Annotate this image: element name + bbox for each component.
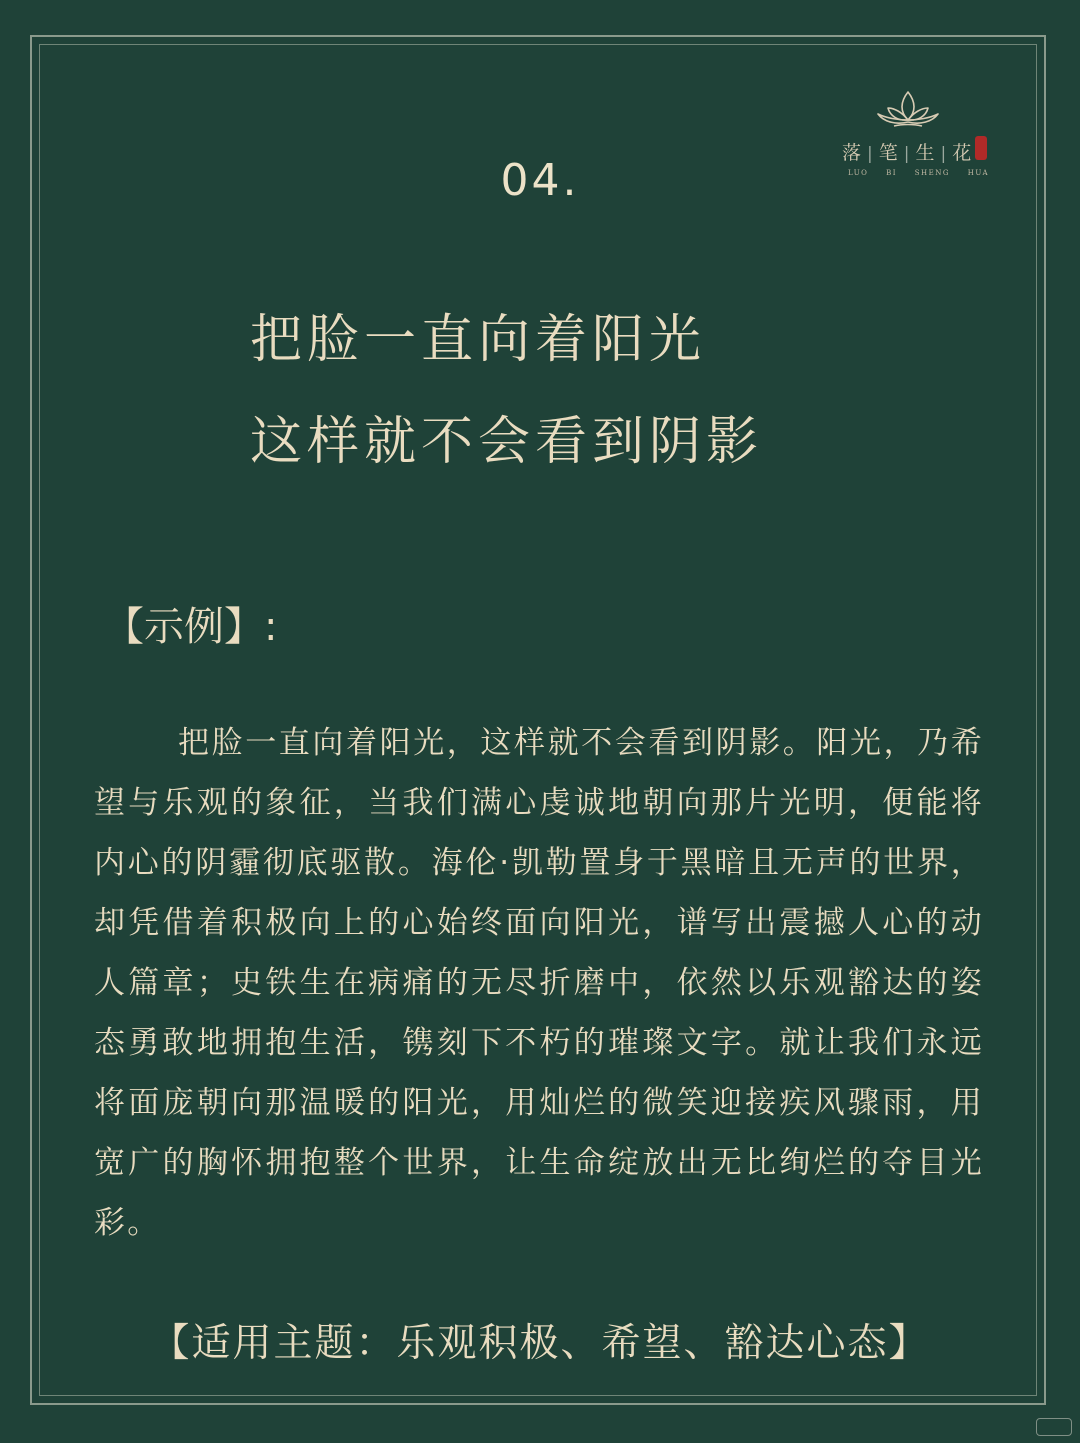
lotus-icon <box>874 88 942 130</box>
headline-line-1: 把脸一直向着阳光 <box>250 310 707 370</box>
logo-char-3: 生 <box>915 142 936 164</box>
headline-line-2: 这样就不会看到阴影 <box>250 412 764 472</box>
example-label: 【示例】: <box>104 604 278 650</box>
example-body-text: 把脸一直向着阳光，这样就不会看到阴影。阳光，乃希望与乐观的象征，当我们满心虔诚地朝向那片光明，便能将内心的阴霾彻底驱散。海伦·凯勒置身于黑暗且无声的世界，却凭借着积极向上的心始终面向阳光，谱写出震撼人心的动人篇章；史铁生在病痛的无尽折磨中，依然以乐观豁达的姿态勇敢地拥抱生活，镌刻下不朽的璀璨文字。就让我们永远将面庞朝向那温暖的阳光，用灿烂的微笑迎接疾风骤雨，用宽广的胸怀拥抱整个世界，让生命绽放出无比绚烂的夺目光彩。 <box>94 725 984 1241</box>
watermark-badge <box>1036 1418 1072 1436</box>
logo-char-2: 笔 <box>878 142 899 164</box>
applicable-topic: 【适用主题：乐观积极、希望、豁达心态】 <box>150 1321 930 1366</box>
section-number: 04. <box>500 155 580 206</box>
logo-char-1: 落 <box>842 142 863 164</box>
logo-divider: | <box>867 144 874 164</box>
logo-divider: | <box>940 144 948 164</box>
logo-pinyin: LUO BI SHENG HUA <box>848 169 990 177</box>
logo-char-4: 花 <box>952 142 973 164</box>
logo-divider: | <box>903 144 911 164</box>
